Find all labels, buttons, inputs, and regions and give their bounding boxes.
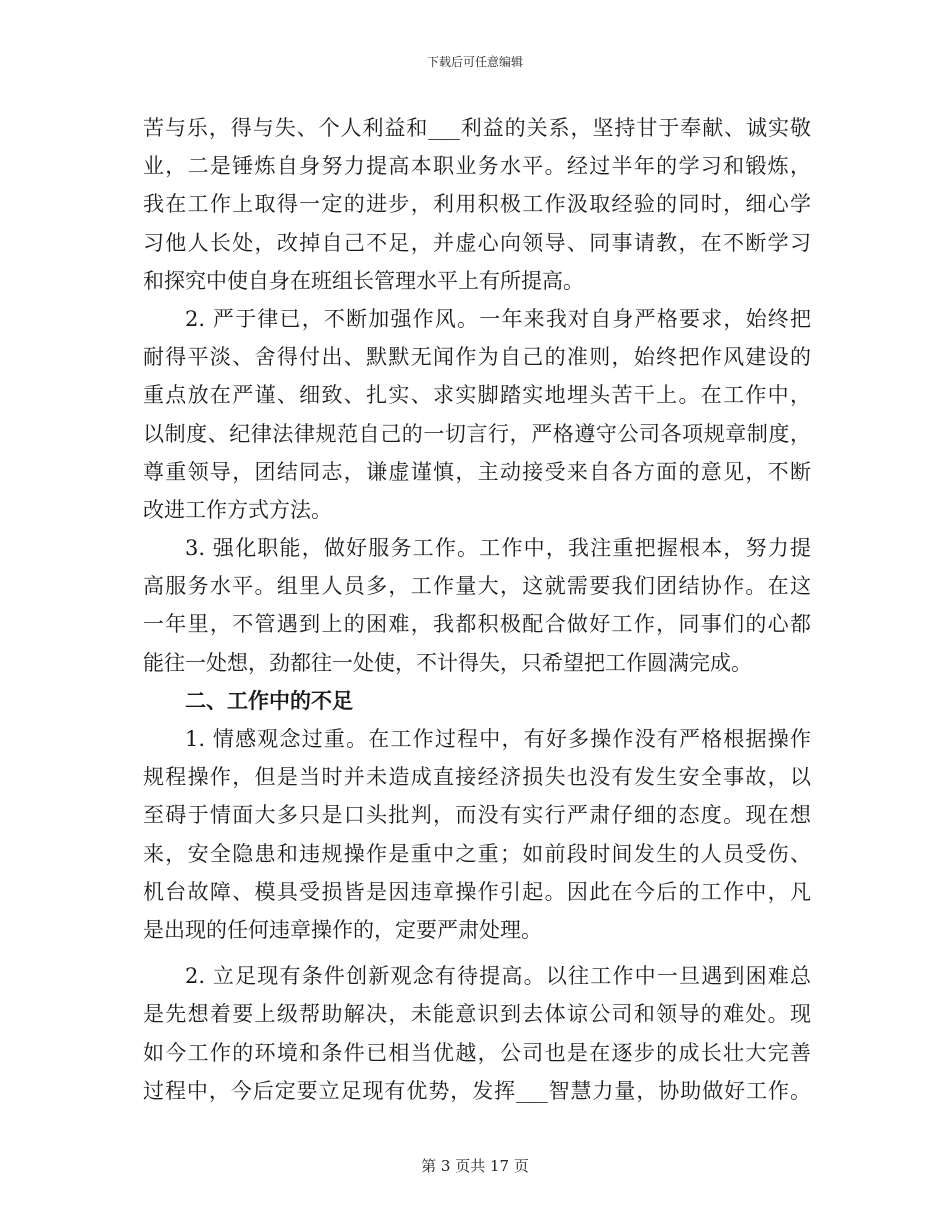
- section-heading: 二、工作中的不足: [185, 687, 353, 713]
- page-header: 下载后可任意编辑: [426, 55, 523, 69]
- paragraph-start-line: 2. 立足现有条件创新观念有待提高。以往工作中一旦遇到困难总: [185, 964, 811, 989]
- body-line: 一年里，不管遇到上的困难，我都积极配合做好工作，同事们的心都: [143, 612, 811, 637]
- paragraph-start-line: 1. 情感观念过重。在工作过程中，有好多操作没有严格根据操作: [185, 727, 811, 751]
- body-line: 尊重领导，团结同志，谦虚谨慎，主动接受来自各方面的意见，不断: [143, 459, 811, 484]
- body-line: 苦与乐，得与失、个人利益和___利益的关系，坚持甘于奉献、诚实敬: [143, 116, 811, 140]
- body-line: 来，安全隐患和违规操作是重中之重；如前段时间发生的人员受伤、: [143, 841, 811, 866]
- page-number-footer: 第 3 页共 17 页: [421, 1157, 529, 1175]
- document-body: [143, 109, 811, 1110]
- body-line: 业，二是锤炼自身努力提高本职业务水平。经过半年的学习和锻炼，: [143, 154, 811, 179]
- body-line: 以制度、纪律法律规范自己的一切言行，严格遵守公司各项规章制度，: [143, 421, 811, 446]
- body-line: 改进工作方式方法。: [143, 497, 332, 522]
- body-line: 能往一处想，劲都往一处使，不计得失，只希望把工作圆满完成。: [143, 650, 752, 675]
- body-line: 和探究中使自身在班组长管理水平上有所提高。: [143, 268, 584, 293]
- body-line: 如今工作的环境和条件已相当优越，公司也是在逐步的成长壮大完善: [143, 1040, 811, 1065]
- paragraph-start-line: 2. 严于律已，不断加强作风。一年来我对自身严格要求，始终把: [185, 306, 811, 331]
- body-line: 过程中，今后定要立足现有优势，发挥___智慧力量，协助做好工作。: [143, 1078, 811, 1103]
- body-line: 机台故障、模具受损皆是因违章操作引起。因此在今后的工作中，凡: [143, 879, 811, 904]
- body-line: 耐得平淡、舍得付出、默默无闻作为自己的准则，始终把作风建设的: [143, 345, 811, 370]
- paragraph-start-line: 3. 强化职能，做好服务工作。工作中，我注重把握根本，努力提: [185, 536, 811, 561]
- body-line: 是先想着要上级帮助解决，未能意识到去体谅公司和领导的难处。现: [143, 1002, 811, 1027]
- blank-line: [143, 949, 811, 957]
- body-line: 我在工作上取得一定的进步，利用积极工作汲取经验的同时，细心学: [143, 192, 811, 217]
- body-line: 至碍于情面大多只是口头批判，而没有实行严肃仔细的态度。现在想: [143, 803, 811, 828]
- body-line: 习他人长处，改掉自己不足，并虚心向领导、同事请教，在不断学习: [143, 230, 811, 255]
- body-line: 重点放在严谨、细致、扎实、求实脚踏实地埋头苦干上。在工作中，: [143, 383, 811, 408]
- body-line: 规程操作，但是当时并未造成直接经济损失也没有发生安全事故，以: [143, 765, 811, 790]
- body-line: 是出现的任何违章操作的，定要严肃处理。: [143, 917, 542, 942]
- body-line: 高服务水平。组里人员多，工作量大，这就需要我们团结协作。在这: [143, 574, 811, 599]
